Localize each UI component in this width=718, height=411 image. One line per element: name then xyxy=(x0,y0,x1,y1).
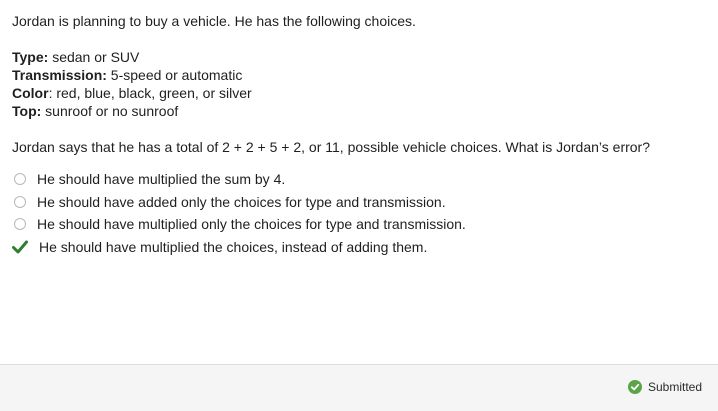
question-prompt: Jordan says that he has a total of 2 + 2 + 5 + 2, or 11, possible vehicle choices. What is Jordan’s error? xyxy=(12,139,651,155)
radio-button[interactable] xyxy=(14,196,26,208)
answer-option-2[interactable] xyxy=(12,191,702,214)
check-circle-icon xyxy=(628,380,642,394)
answer-option-3[interactable] xyxy=(12,213,702,236)
spec-color-label: Color xyxy=(12,85,49,101)
checkmark-icon xyxy=(12,240,28,254)
spec-top-label: Top: xyxy=(12,103,42,119)
answer-option-label: He should have added only the choices for type and transmission. xyxy=(37,193,446,210)
spec-type xyxy=(12,48,139,66)
answer-option-1[interactable] xyxy=(12,168,702,191)
question-intro: Jordan is planning to buy a vehicle. He has the following choices. xyxy=(12,13,416,29)
status-label: Submitted xyxy=(647,380,702,394)
spec-color-value: : red, blue, black, green, or silver xyxy=(48,85,252,101)
radio-button[interactable] xyxy=(14,218,26,230)
spec-top-value: sunroof or no sunroof xyxy=(41,103,179,119)
spec-transmission-label: Transmission: xyxy=(12,67,107,83)
footer-bar xyxy=(0,364,718,411)
radio-button[interactable] xyxy=(14,173,26,185)
answer-options xyxy=(12,168,702,258)
submission-status xyxy=(628,380,702,394)
spec-transmission xyxy=(12,66,242,84)
spec-transmission-value: 5-speed or automatic xyxy=(106,67,243,83)
spec-type-label: Type: xyxy=(12,49,49,65)
answer-option-4[interactable] xyxy=(12,236,702,259)
answer-option-label: He should have multiplied the sum by 4. xyxy=(37,171,286,188)
answer-option-label: He should have multiplied the choices, instead of adding them. xyxy=(39,238,428,255)
spec-color xyxy=(12,84,252,102)
spec-top xyxy=(12,102,178,120)
answer-option-label: He should have multiplied only the choices for type and transmission. xyxy=(37,216,466,233)
spec-type-value: sedan or SUV xyxy=(48,49,140,65)
